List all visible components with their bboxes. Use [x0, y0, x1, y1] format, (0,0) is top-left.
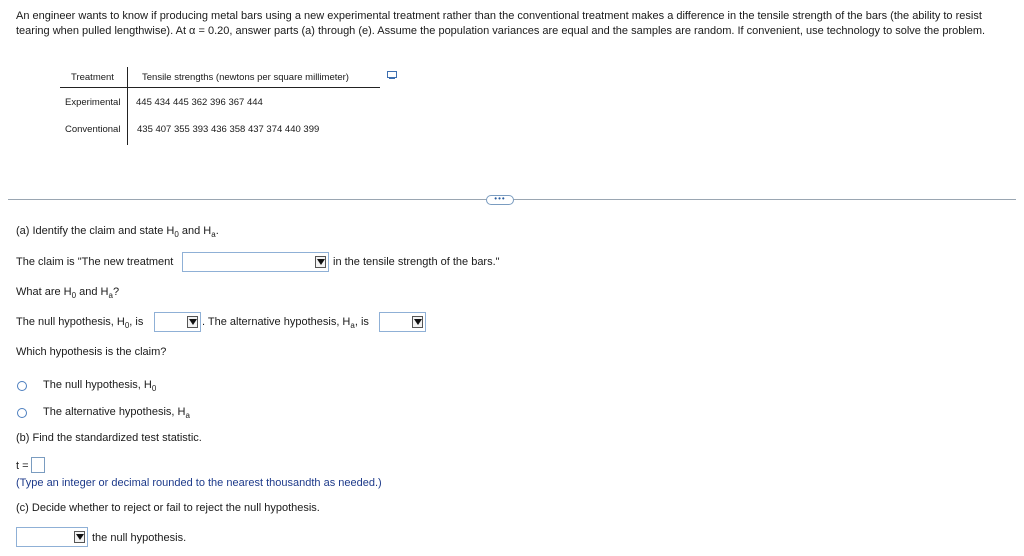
t-label: t =: [16, 460, 29, 472]
which-claim-question: Which hypothesis is the claim?: [16, 346, 167, 358]
part-c-title: (c) Decide whether to reject or fail to reject the null hypothesis.: [16, 502, 320, 514]
claim-dropdown[interactable]: [182, 252, 329, 272]
reject-suffix: the null hypothesis.: [92, 532, 187, 544]
row-label-experimental: Experimental: [65, 97, 121, 108]
claim-prefix: The claim is "The new treatment: [16, 256, 174, 268]
radio-alt-label: The alternative hypothesis, $H_a$: [43, 406, 190, 420]
radio-alt-hypothesis[interactable]: [17, 408, 27, 418]
alt-hypothesis-dropdown[interactable]: [379, 312, 426, 332]
part-a-title: (a) Identify the claim and state $H_0$ and $H_a$.: [16, 225, 219, 239]
chevron-down-icon: [315, 256, 326, 268]
null-hypothesis-label: The null hypothesis, $H_0$, is: [16, 316, 144, 330]
chevron-down-icon: [187, 316, 198, 328]
table-header-rule: [60, 87, 380, 88]
hypotheses-question: What are $H_0$ and $H_a$?: [16, 286, 120, 300]
header-strengths: Tensile strengths (newtons per square millimeter): [142, 72, 349, 83]
table-vertical-rule: [127, 67, 128, 145]
alt-hypothesis-label: . The alternative hypothesis, $H_a$, is: [202, 316, 369, 330]
chevron-down-icon: [412, 316, 423, 328]
part-b-title: (b) Find the standardized test statistic.: [16, 432, 202, 444]
row-label-conventional: Conventional: [65, 124, 121, 135]
rounding-hint: (Type an integer or decimal rounded to the nearest thousandth as needed.): [16, 477, 382, 489]
chevron-down-icon: [74, 531, 85, 543]
header-treatment: Treatment: [71, 72, 114, 83]
row-values-experimental: 445 434 445 362 396 367 444: [136, 97, 263, 108]
radio-null-hypothesis[interactable]: [17, 381, 27, 391]
radio-null-label: The null hypothesis, $H_0$: [43, 379, 157, 393]
t-answer-input[interactable]: [31, 457, 45, 473]
problem-prompt: An engineer wants to know if producing metal bars using a new experimental treatment rather than the conventional treatment makes a difference in the tensile strength of the bars (the ability to resist tearing when pulled lengthwise). At α = 0.20, answer parts (a) through (e). Assume the population variances are equal and the samples are random. If convenient, use technology to solve the problem.: [16, 10, 986, 37]
reject-decision-dropdown[interactable]: [16, 527, 88, 547]
row-values-conventional: 435 407 355 393 436 358 437 374 440 399: [137, 124, 320, 135]
claim-suffix: in the tensile strength of the bars.": [333, 256, 500, 268]
null-hypothesis-dropdown[interactable]: [154, 312, 201, 332]
copy-icon[interactable]: [387, 71, 397, 79]
expand-more-button[interactable]: •••: [486, 195, 514, 205]
